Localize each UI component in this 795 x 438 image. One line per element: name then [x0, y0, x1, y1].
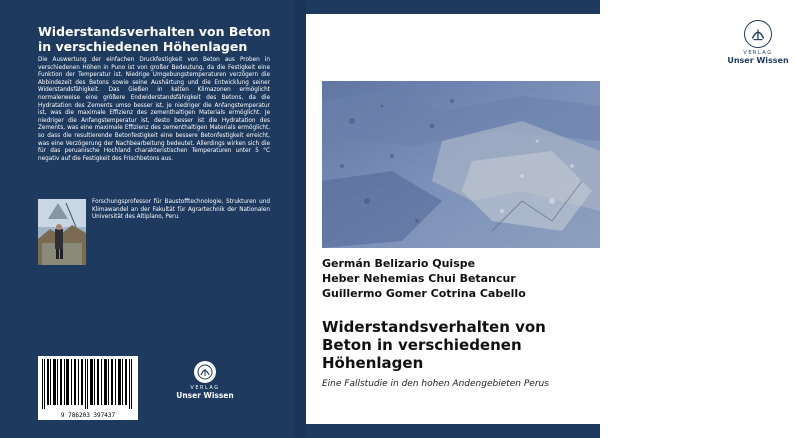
front-bottom-band: [306, 424, 600, 438]
cover-photo-concrete: [322, 81, 600, 248]
front-cover: [306, 0, 789, 438]
back-cover-title: Widerstandsverhalten von Beton in verschiedenen Höhenlagen: [38, 24, 271, 54]
isbn-barcode: [38, 356, 138, 420]
author-bio: Forschungsprofessor für Baustofftechnologie, Strukturen und Klimawandel an der Fakultät für Agrartechnik der Nationalen Universität des Altiplano, Peru.: [92, 199, 270, 221]
barcode-number: 9 786203 397437: [60, 412, 116, 419]
book-spine: [294, 0, 306, 438]
author-photo: [38, 199, 86, 265]
author-2: Heber Nehemias Chui Betancur: [322, 272, 516, 285]
publisher-emblem-icon: [744, 20, 772, 48]
front-cover-subtitle: Eine Fallstudie in den hohen Andengebieten Perus: [322, 379, 549, 389]
publisher-logo-front: [721, 20, 795, 65]
author-1: Germán Belizario Quispe: [322, 257, 476, 270]
publisher-emblem-icon: [194, 361, 216, 383]
back-cover-blurb: Die Auswertung der einfachen Druckfestigkeit von Beton aus Proben in verschiedenen Höhen in Puno ist von großer Bedeutung, da die Festigkeit eine Funktion der Temperatur ist. Niedrige Umgebungstemperaturen verzögern die Abbindezeit des Betons sowie seine Aushärtung und die Entwicklung seiner Widerstandsfähigkeit. Das Gießen in kalten Klimazonen ermöglicht normalerweise eine größere Endwiderstandsfähigkeit des Betons, da die Hydratation des Zements umso besser ist, je niedriger die Anfangstemperatur ist, was die maximale Effizienz des zementhaltigen Materials ermöglicht. Je niedriger die Anfangstemperatur ist, desto besser ist die Hydratation des Zements, was eine maximale Effizienz des zementhaltigen Materials ermöglicht, so dass die resultierende Betonfestigkeit eine bessere Betonfestigkeit erreicht, was eine Verzögerung der Nachbearbeitung bedeutet. Allerdings wirken sich die für das peruanische Hochland charakteristischen Temperaturen unter 5 °C negativ auf die Festigkeit des Frischbetons aus.: [38, 57, 270, 162]
publisher-logo-back: [170, 361, 240, 400]
publisher-name-back: Unser Wissen: [176, 391, 234, 400]
publisher-name-front: Unser Wissen: [727, 56, 789, 65]
back-cover: [0, 0, 294, 438]
publisher-verlag: VERLAG: [190, 385, 220, 391]
front-cover-title: Widerstandsverhalten von Beton in verschiedenen Höhenlagen: [322, 318, 546, 372]
publisher-verlag-front: VERLAG: [743, 50, 773, 56]
front-top-band: [306, 0, 600, 14]
author-3: Guillermo Gomer Cotrina Cabello: [322, 287, 526, 300]
